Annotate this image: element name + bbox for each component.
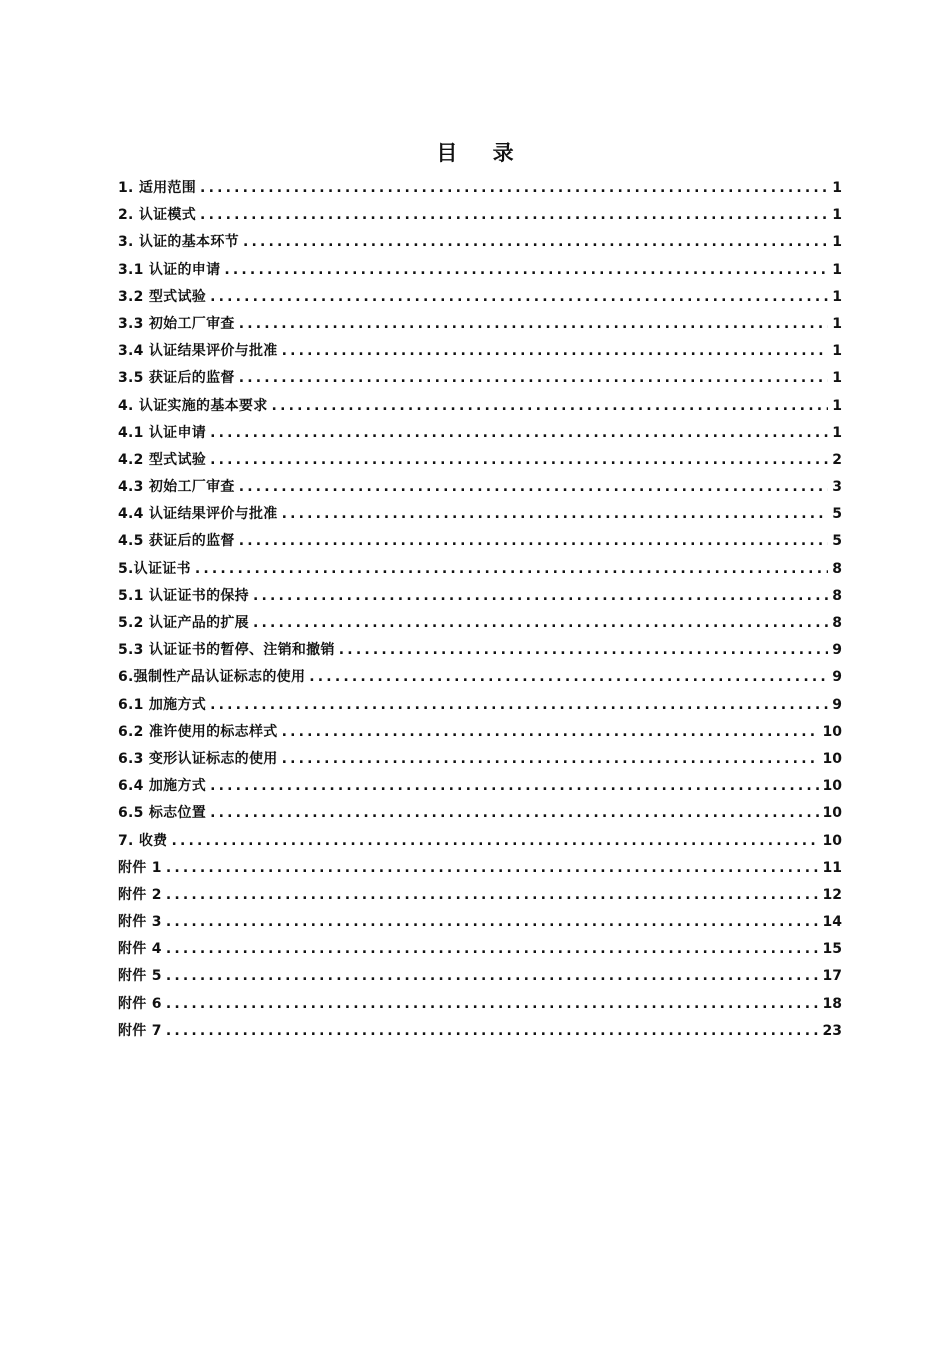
toc-entry-label: 6.强制性产品认证标志的使用 [118,669,306,686]
toc-entry[interactable] [118,746,842,773]
toc-entry-page: 5 [832,533,842,550]
toc-entry[interactable] [118,991,842,1018]
toc-entry[interactable] [118,1018,842,1045]
toc-dot-leader [253,583,828,610]
toc-entry-label: 1. 适用范围 [118,180,197,196]
toc-entry[interactable] [118,257,842,284]
toc-entry-label: 4.1 认证申请 [118,424,207,441]
toc-dot-leader [166,1018,819,1045]
toc-entry[interactable] [118,528,842,555]
toc-entry[interactable] [118,664,842,691]
toc-dot-leader [239,311,828,338]
toc-entry-label: 5.3 认证证书的暂停、注销和撤销 [118,642,335,659]
toc-dot-leader [166,855,819,882]
toc-entry-label: 6.1 加施方式 [118,696,207,713]
toc-entry-label: 4.2 型式试验 [118,451,207,468]
toc-dot-leader [210,284,828,311]
toc-entry[interactable] [118,800,842,827]
toc-entry-page: 1 [832,180,842,196]
toc-entry-page: 9 [832,669,842,686]
toc-entry-page: 1 [832,207,842,224]
toc-entry-page: 1 [832,315,842,332]
toc-entry-page: 17 [822,968,842,985]
toc-entry[interactable] [118,474,842,501]
toc-entry-page: 1 [832,370,842,387]
toc-dot-leader [166,963,819,990]
toc-dot-leader [282,338,828,365]
toc-dot-leader [339,637,828,664]
toc-entry-page: 1 [832,424,842,441]
toc-dot-leader [272,393,828,420]
toc-dot-leader [166,909,819,936]
toc-entry[interactable] [118,338,842,365]
toc-dot-leader [239,474,828,501]
toc-entry-label: 附件 2 [118,886,162,903]
toc-dot-leader [210,420,828,447]
toc-entry[interactable] [118,828,842,855]
toc-dot-leader [166,991,819,1018]
toc-entry[interactable] [118,556,842,583]
toc-entry[interactable] [118,855,842,882]
toc-entry-page: 11 [822,859,842,876]
toc-entry[interactable] [118,447,842,474]
toc-entry-label: 附件 3 [118,914,162,931]
toc-entry-page: 1 [832,288,842,305]
toc-title: 目 录 [436,141,528,165]
toc-entry-page: 1 [832,261,842,278]
toc-entry-label: 附件 6 [118,995,162,1012]
toc-entry[interactable] [118,719,842,746]
toc-entry-page: 23 [822,1022,842,1039]
toc-entry[interactable] [118,909,842,936]
toc-dot-leader [195,556,828,583]
toc-dot-leader [210,773,818,800]
toc-dot-leader [253,610,828,637]
toc-entry-page: 1 [832,397,842,414]
toc-entry-page: 3 [832,479,842,496]
toc-entry[interactable] [118,365,842,392]
toc-entry-label: 6.3 变形认证标志的使用 [118,750,278,767]
toc-entry-page: 5 [832,506,842,523]
toc-entry-label: 4.5 获证后的监督 [118,533,235,550]
toc-entry-page: 9 [832,696,842,713]
toc-entry-label: 6.4 加施方式 [118,778,207,795]
toc-entry-label: 附件 4 [118,941,162,958]
toc-entry[interactable] [118,583,842,610]
toc-dot-leader [210,692,828,719]
toc-entry-page: 10 [822,723,842,740]
toc-entry-label: 3. 认证的基本环节 [118,234,239,251]
toc-entry-page: 15 [822,941,842,958]
toc-entry-page: 12 [822,886,842,903]
toc-entry[interactable] [118,637,842,664]
toc-entry[interactable] [118,229,842,256]
toc-entry[interactable] [118,393,842,420]
toc-dot-leader [200,175,828,202]
toc-dot-leader [239,528,828,555]
toc-dot-leader [239,365,828,392]
toc-entry-label: 2. 认证模式 [118,207,197,224]
toc-entry[interactable] [118,773,842,800]
toc-entry[interactable] [118,202,842,229]
toc-entry-label: 4.4 认证结果评价与批准 [118,506,278,523]
toc-entry-label: 5.认证证书 [118,560,191,577]
toc-entry-label: 3.3 初始工厂审查 [118,315,235,332]
toc-entry-page: 2 [832,451,842,468]
toc-entry-page: 8 [832,615,842,631]
toc-entry-page: 1 [832,343,842,360]
toc-entry-label: 3.5 获证后的监督 [118,370,235,387]
toc-dot-leader [200,202,828,229]
toc-entry-label: 4. 认证实施的基本要求 [118,397,268,414]
toc-entry[interactable] [118,284,842,311]
toc-entry-label: 5.2 认证产品的扩展 [118,615,249,631]
toc-entry-label: 附件 7 [118,1022,162,1039]
toc-dot-leader [282,501,828,528]
toc-dot-leader [210,800,818,827]
toc-entry[interactable] [118,936,842,963]
toc-entry-page: 10 [822,805,842,822]
toc-entry[interactable] [118,311,842,338]
toc-entry-label: 5.1 认证证书的保持 [118,587,249,604]
toc-dot-leader [166,936,819,963]
toc-entry[interactable] [118,963,842,990]
toc-entry[interactable] [118,610,842,637]
toc-entry-page: 14 [822,914,842,931]
toc-dot-leader [166,882,819,909]
toc-entry-page: 10 [822,750,842,767]
toc-entry-label: 6.5 标志位置 [118,805,207,822]
toc-entry-label: 附件 5 [118,968,162,985]
toc-entry-label: 4.3 初始工厂审查 [118,479,235,496]
toc-entry[interactable] [118,175,842,202]
toc-entry-label: 3.2 型式试验 [118,288,207,305]
toc-entry[interactable] [118,882,842,909]
toc-dot-leader [224,257,828,284]
toc-entry-label: 6.2 准许使用的标志样式 [118,723,278,740]
toc-entry-label: 3.1 认证的申请 [118,261,221,278]
toc-entry[interactable] [118,501,842,528]
toc-entry-page: 10 [822,778,842,795]
toc-entry-page: 1 [832,234,842,251]
toc-list [118,175,842,1045]
toc-entry-page: 8 [832,560,842,577]
toc-entry-page: 9 [832,642,842,659]
toc-entry-label: 附件 1 [118,859,162,876]
toc-dot-leader [243,229,828,256]
toc-entry-page: 8 [832,587,842,604]
toc-dot-leader [309,664,828,691]
toc-entry[interactable] [118,420,842,447]
toc-dot-leader [282,746,819,773]
toc-dot-leader [282,719,819,746]
toc-dot-leader [210,447,828,474]
toc-entry[interactable] [118,692,842,719]
toc-entry-page: 10 [822,832,842,849]
toc-entry-page: 18 [822,995,842,1012]
toc-entry-label: 3.4 认证结果评价与批准 [118,343,278,360]
toc-dot-leader [171,828,818,855]
toc-entry-label: 7. 收费 [118,832,168,849]
